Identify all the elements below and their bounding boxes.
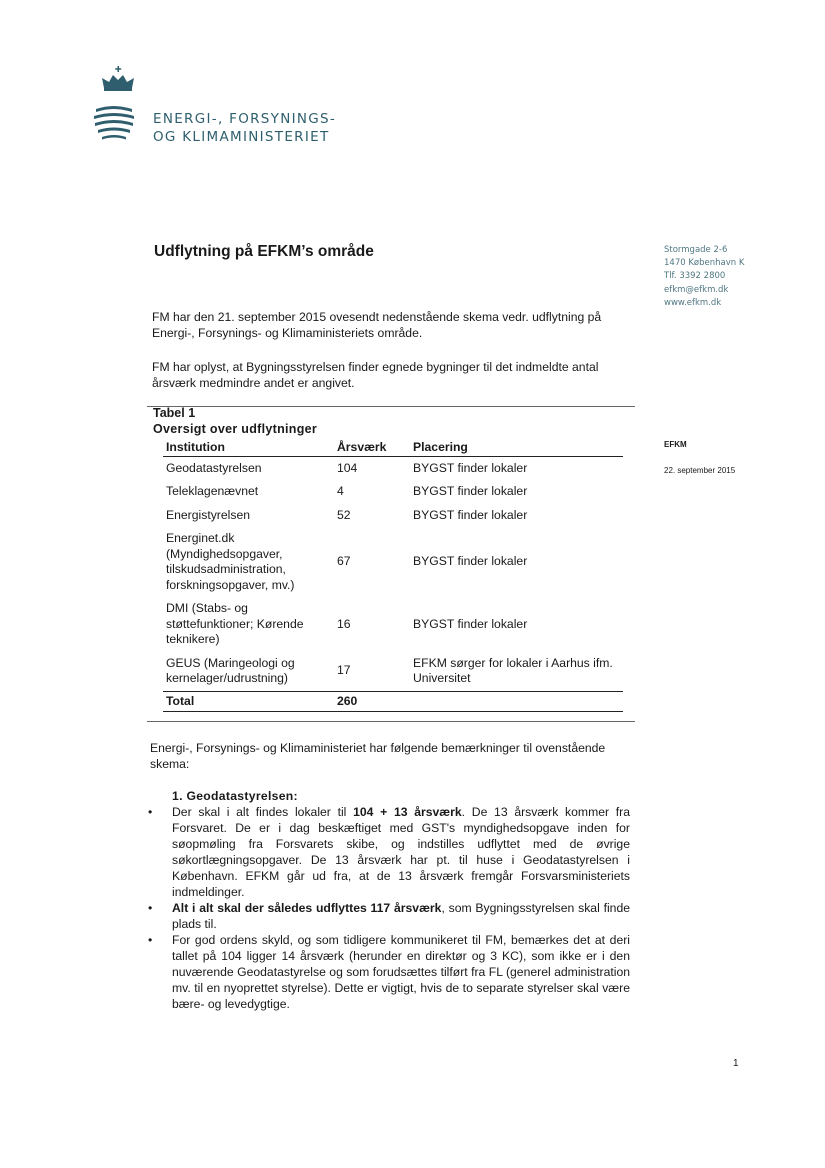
bullet-text-bold: Alt i alt skal der således udflyttes 117 årsværk (172, 901, 442, 915)
table-row (163, 597, 623, 652)
cell-aarsvaerk: 16 (337, 616, 351, 631)
bullet-text-bold: 104 + 13 årsværk (353, 805, 462, 819)
waves-icon (94, 106, 134, 140)
table-header-row (163, 438, 623, 456)
address-street: Stormgade 2-6 (664, 245, 728, 255)
cell-placering: BYGST finder lokaler (413, 460, 528, 475)
table-row (163, 527, 623, 597)
header-institution: Institution (163, 438, 334, 456)
cell-placering: BYGST finder lokaler (413, 554, 528, 569)
page-number: 1 (733, 1058, 739, 1069)
list-item (148, 900, 630, 932)
address-city: 1470 København K (664, 258, 745, 269)
cell-aarsvaerk: 17 (337, 663, 351, 678)
bullet-text-after: , som Bygningsstyrelsen skal finde plads til. (172, 901, 630, 931)
table-caption: Oversigt over udflytninger (153, 422, 318, 436)
header-aarsvaerk: Årsværk (334, 438, 410, 456)
bullet-icon: • (148, 933, 153, 947)
intro-paragraph-2: FM har oplyst, at Bygningsstyrelsen finder egnede bygninger til det indmeldte antal årsværk medmindre andet er angivet. (152, 360, 599, 390)
ministry-name-line2: OG KLIMAMINISTERIET (153, 129, 330, 145)
cell-placering: EFKM sørger for lokaler i Aarhus ifm. Universitet (413, 655, 613, 685)
table-row (163, 652, 623, 692)
bullet-icon: • (148, 805, 153, 819)
intro-paragraph-1: FM har den 21. september 2015 ovesendt nedenstående skema vedr. udflytning på Energi-, Forsynings- og Klimaministeriets område. (152, 310, 602, 340)
bullet-text-before: For god ordens skyld, og som tidligere kommunikeret til FM, bemærkes det at deri tallet på 104 ligger 14 årsværk (herunder en direktør og 3 KC), som ikke er i den nuværende Geodatastyrelse og som forudsættes tilført fra FL (generel administration mv. til en nyoprettet styrelse). Dette er vigtigt, hvis de to separate styrelser skal være bære- og levedygtige. (172, 933, 630, 1011)
cell-placering: BYGST finder lokaler (413, 484, 528, 498)
address-block (664, 244, 744, 310)
ministry-name-line1: ENERGI-, FORSYNINGS- (153, 111, 337, 127)
cell-institution: Teleklagenævnet (166, 484, 259, 498)
bullet-icon: • (148, 901, 153, 915)
ministry-logo (92, 64, 152, 154)
table-total-row (163, 691, 623, 712)
total-value: 260 (334, 691, 410, 712)
table-row (163, 456, 623, 480)
total-empty-cell (410, 691, 623, 712)
cell-aarsvaerk: 67 (337, 554, 351, 569)
cell-aarsvaerk: 52 (337, 507, 351, 522)
cell-institution: GEUS (Maringeologi og kernelager/udrustning) (166, 655, 295, 685)
bullet-text-after: . De 13 årsværk kommer fra Forsvaret. De er i dag beskæftiget med GST's myndighedsopgave inden for søopmøling fra Forsvarets skibe, og indstilles udflyttet med de øvrige søkortlægningsopgaver. De 13 årsværk har pt. til huse i Geodatastyrelsen i København. EFKM går ud fra, at de 13 årsværk fremgår Forsvarsministeriets indmeldinger. (172, 805, 630, 899)
cell-institution: Energistyrelsen (166, 507, 250, 522)
cell-institution: Geodatastyrelsen (166, 460, 262, 475)
address-website: www.efkm.dk (664, 297, 722, 308)
list-item (148, 932, 630, 1012)
crown-icon (102, 66, 134, 91)
relocation-table (163, 438, 623, 712)
cell-institution: DMI (Stabs- og støttefunktioner; Kørende teknikere) (166, 601, 304, 646)
bullet-text-before: Der skal i alt findes lokaler til (172, 805, 354, 819)
header-placering: Placering (410, 438, 623, 456)
table-row (163, 480, 623, 504)
document-date: 22. september 2015 (664, 466, 736, 475)
address-phone: Tlf. 3392 2800 (664, 271, 726, 282)
table-label: Tabel 1 (153, 406, 196, 420)
remarks-bullet-list (148, 804, 630, 1012)
ministry-name (153, 110, 336, 146)
cell-aarsvaerk: 4 (337, 484, 344, 498)
table-bottom-rule (147, 721, 635, 722)
section-heading: 1. Geodatastyrelsen: (172, 789, 298, 803)
cell-placering: BYGST finder lokaler (413, 507, 528, 522)
table-top-rule (147, 406, 635, 407)
cell-placering: BYGST finder lokaler (413, 616, 528, 631)
address-email: efkm@efkm.dk (664, 284, 729, 295)
list-item (148, 804, 630, 900)
cell-aarsvaerk: 104 (337, 460, 358, 475)
cell-institution: Energinet.dk (Myndighedsopgaver, tilskudsadministration, forskningsopgaver, mv.) (166, 531, 295, 592)
sidebar-label: EFKM (664, 440, 687, 449)
document-title: Udflytning på EFKM’s område (154, 243, 374, 260)
remarks-intro: Energi-, Forsynings- og Klimaministeriet har følgende bemærkninger til ovenstående skema: (150, 741, 606, 771)
table-row (163, 504, 623, 528)
total-label: Total (163, 691, 334, 712)
